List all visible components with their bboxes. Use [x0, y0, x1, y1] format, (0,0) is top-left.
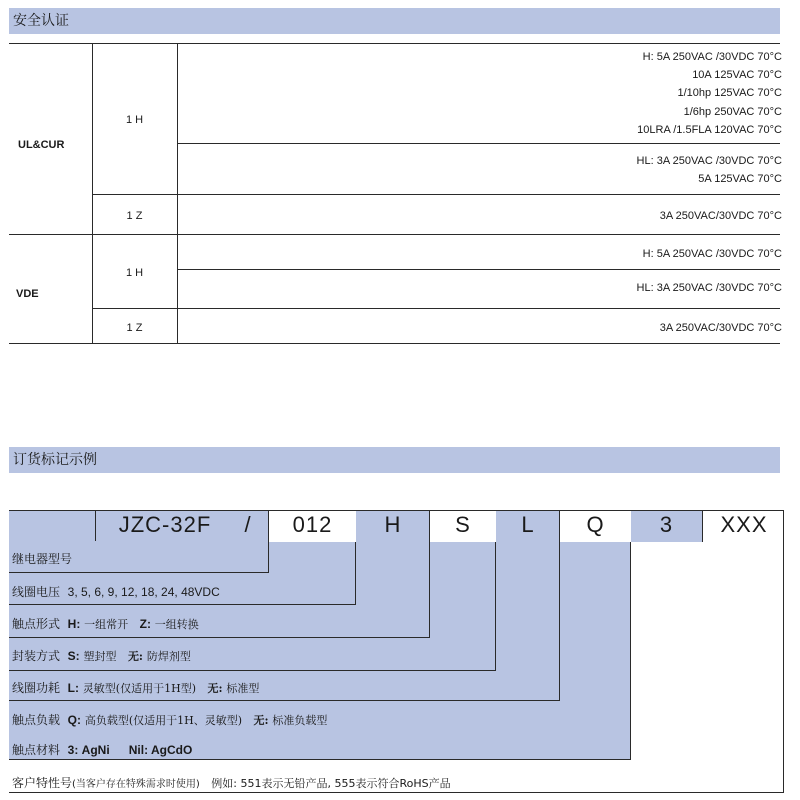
row-model: 继电器型号	[12, 552, 73, 566]
code-l: L	[521, 512, 535, 537]
spec-line: 10A 125VAC 70°C	[692, 69, 782, 81]
type-label: 1 Z	[126, 322, 143, 334]
row-voltage: 线圈电压 3, 5, 6, 9, 12, 18, 24, 48VDC	[12, 585, 220, 599]
code-xxx: XXX	[720, 512, 768, 537]
code-3: 3	[659, 512, 674, 537]
row-package: 封装方式 S: 塑封型 无: 防焊剂型	[12, 649, 191, 663]
spec-line: 1/10hp 125VAC 70°C	[677, 87, 782, 99]
code-h: H	[384, 512, 402, 537]
order-section-header: 订货标记示例	[9, 447, 780, 473]
row-contact-material: 触点材料 3: AgNi Nil: AgCdO	[12, 743, 193, 757]
code-s: S	[455, 512, 471, 537]
type-label: 1 H	[125, 114, 144, 126]
spec-line: 5A 125VAC 70°C	[698, 173, 782, 185]
row-divider-vde-1h	[177, 269, 780, 270]
table-top-border	[9, 43, 780, 44]
spec-line: 3A 250VAC/30VDC 70°C	[659, 322, 782, 334]
spec-line: HL: 3A 250VAC /30VDC 70°C	[636, 282, 782, 294]
row-coil-power: 线圈功耗 L: 灵敏型(仅适用于1H型) 无: 标准型	[12, 681, 260, 695]
table-bottom-border	[9, 343, 780, 344]
row-divider-ul-1h	[177, 143, 780, 144]
row-customer-code: 客户特性号(当客户存在特殊需求时使用) 例如: 551表示无铅产品, 555表示符合RoHS产品	[12, 776, 451, 790]
code-left-line	[95, 510, 96, 541]
spec-line: H: 5A 250VAC /30VDC 70°C	[642, 51, 782, 63]
row-contact-form: 触点形式 H: 一组常开 Z: 一组转换	[12, 617, 199, 631]
safety-section-header: 安全认证	[9, 8, 780, 34]
spec-line: 1/6hp 250VAC 70°C	[683, 106, 782, 118]
group-divider	[9, 234, 780, 235]
group-name-ulcur: UL&CUR	[18, 139, 65, 151]
row-divider-vde	[92, 308, 780, 309]
type-label: 1 H	[125, 267, 144, 279]
spec-line: H: 5A 250VAC /30VDC 70°C	[642, 248, 782, 260]
table-col-divider-1	[92, 43, 93, 343]
code-model: JZC-32F	[118, 512, 212, 537]
row-divider-ul	[92, 194, 780, 195]
code-q: Q	[586, 512, 605, 537]
model-cell-left	[9, 510, 95, 540]
code-slash: /	[244, 512, 252, 537]
row-contact-load: 触点负载 Q: 高负载型(仅适用于1H、灵敏型) 无: 标准负载型	[12, 713, 328, 727]
table-col-divider-2	[177, 43, 178, 343]
group-name-vde: VDE	[16, 288, 39, 300]
spec-line: 3A 250VAC/30VDC 70°C	[659, 210, 782, 222]
code-voltage: 012	[292, 512, 333, 537]
order-right-line	[783, 510, 784, 793]
spec-line: HL: 3A 250VAC /30VDC 70°C	[636, 155, 782, 167]
code-top-line	[9, 510, 784, 511]
spec-line: 10LRA /1.5FLA 120VAC 70°C	[637, 124, 782, 136]
order-bottom-line	[9, 792, 784, 793]
type-label: 1 Z	[126, 210, 143, 222]
